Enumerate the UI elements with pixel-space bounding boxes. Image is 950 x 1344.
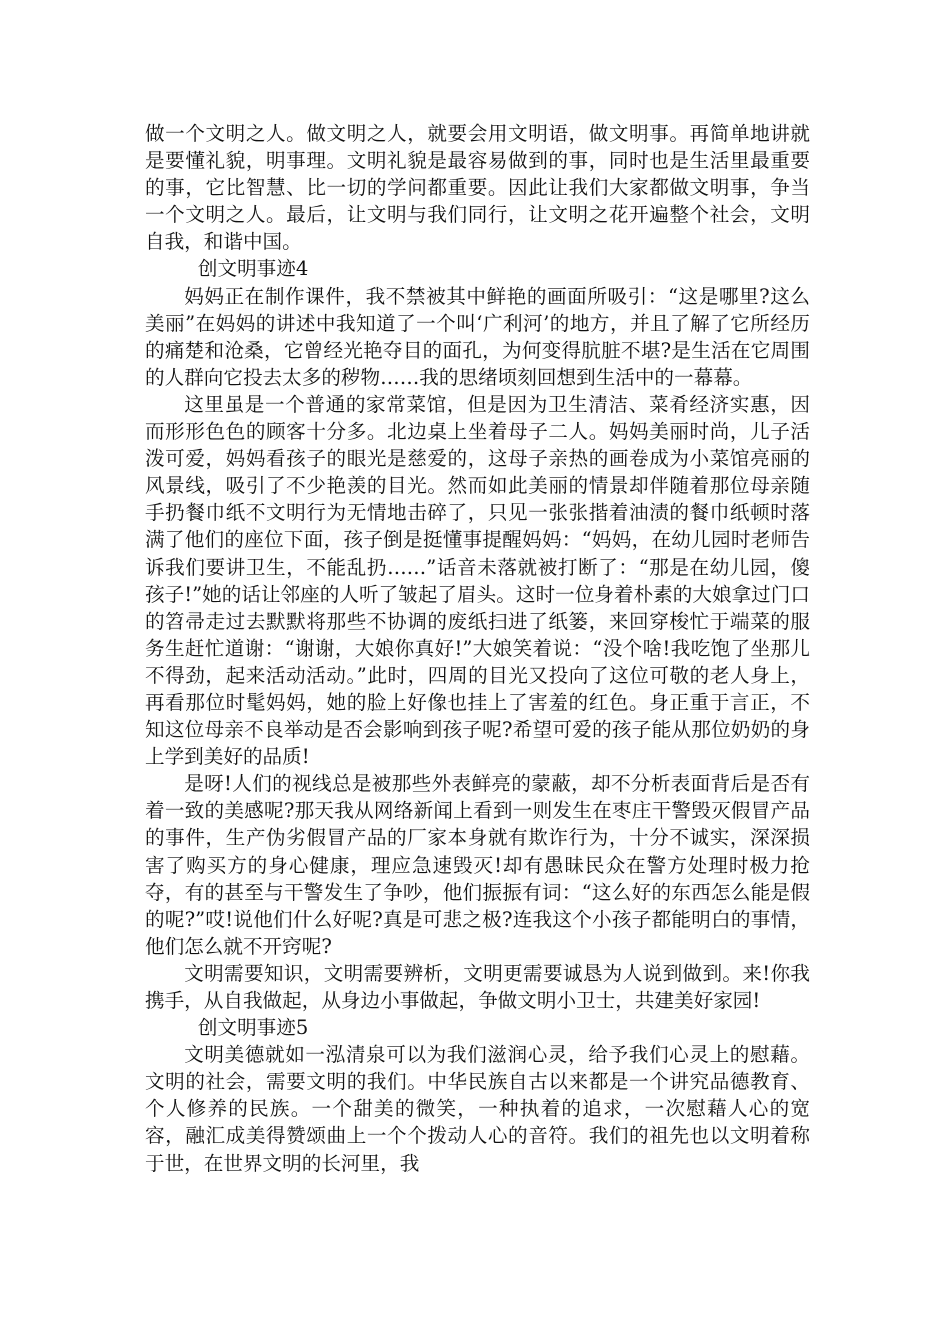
paragraph-restaurant: 这里虽是一个普通的家常菜馆，但是因为卫生清洁、菜肴经济实惠，因而形形色色的顾客十分多。北边桌上坐着母子二人。妈妈美丽时尚，儿子活泼可爱，妈妈看孩子的眼光是慈爱的，这母子亲热的画卷成为小菜馆亮丽的风景线，吸引了不少艳羡的目光。然而如此美丽的情景却伴随着那位母亲随手扔餐巾纸不文明行为无情地击碎了，只见一张张揩着油渍的餐巾纸顿时落满了他们的座位下面，孩子倒是挺懂事提醒妈妈：“妈妈，在幼儿园时老师告诉我们要讲卫生，不能乱扔……”话音未落就被打断了：“那是在幼儿园，傻孩子!”她的话让邻座的人听了皱起了眉头。这时一位身着朴素的大娘拿过门口的笤帚走过去默默将那些不协调的废纸扫进了纸篓，来回穿梭忙于端菜的服务生赶忙道谢：“谢谢，大娘你真好!”大娘笑着说：“没个啥!我吃饱了坐那儿不得劲，起来活动活动。”此时，四周的目光又投向了这位可敬的老人身上，再看那位时髦妈妈，她的脸上好像也挂上了害羞的红色。身正重于言正，不知这位母亲不良举动是否会影响到孩子呢?希望可爱的孩子能从那位奶奶的身上学到美好的品质! [145,392,810,769]
section-heading-4: 创文明事迹4 [197,257,309,281]
paragraph-conclusion: 文明需要知识，文明需要辨析，文明更需要诚恳为人说到做到。来!你我携手，从自我做起，从身边小事做起，争做文明小卫士，共建美好家园! [145,961,810,1012]
paragraph-civility-virtue: 文明美德就如一泓清泉可以为我们滋润心灵，给予我们心灵上的慰藉。文明的社会，需要文明的我们。中华民族自古以来都是一个讲究品德教育、个人修养的民族。一个甜美的微笑，一种执着的追求，一次慰藉人心的宽容，融汇成美得赞颂曲上一个个拨动人心的音符。我们的祖先也以文明着称于世，在世界文明的长河里，我 [145,1043,810,1175]
paragraph-intro: 做一个文明之人。做文明之人，就要会用文明语，做文明事。再简单地讲就是要懂礼貌，明事理。文明礼貌是最容易做到的事，同时也是生活里最重要的事，它比智慧、比一切的学问都重要。因此让我们大家都做文明事，争当一个文明之人。最后，让文明与我们同行，让文明之花开遍整个社会，文明自我，和谐中国。 [145,122,810,254]
paragraph-fake-products: 是呀!人们的视线总是被那些外表鲜亮的蒙蔽，却不分析表面背后是否有着一致的美感呢?那天我从网络新闻上看到一则发生在枣庄干警毁灭假冒产品的事件，生产伪劣假冒产品的厂家本身就有欺诈行为，十分不诚实，深深损害了购买方的身心健康，理应急速毁灭!却有愚昧民众在警方处理时极力抢夺，有的甚至与干警发生了争吵，他们振振有词：“这么好的东西怎么能是假的呢?”哎!说他们什么好呢?真是可悲之极?连我这个小孩子都能明白的事情，他们怎么就不开窍呢? [145,772,810,958]
document-page [145,120,810,1177]
section-heading-5: 创文明事迹5 [197,1016,309,1040]
paragraph-courseware: 妈妈正在制作课件，我不禁被其中鲜艳的画面所吸引：“这是哪里?这么美丽”在妈妈的讲述中我知道了一个叫‘广利河’的地方，并且了解了它所经历的痛楚和沧桑，它曾经光艳夺目的面孔，为何变得肮脏不堪?是生活在它周围的人群向它投去太多的秽物……我的思绪顷刻回想到生活中的一幕幕。 [145,284,810,389]
